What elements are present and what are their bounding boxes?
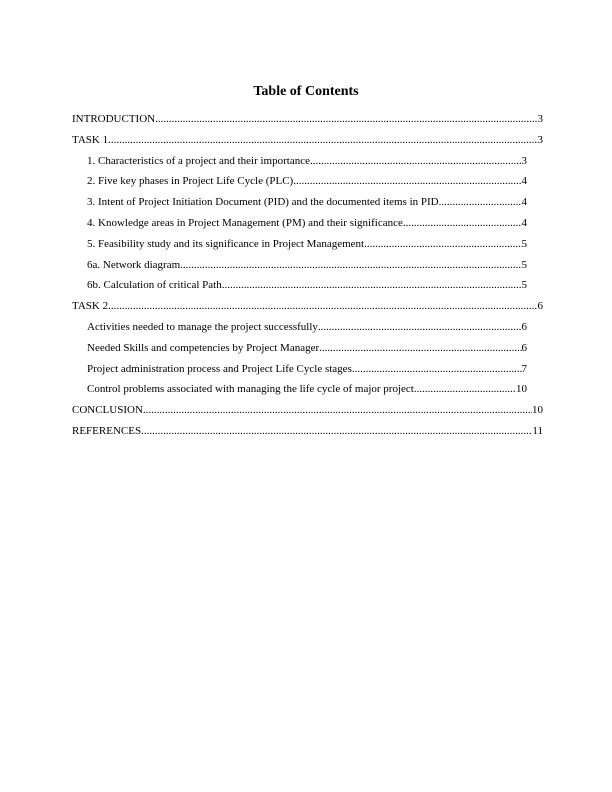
toc-entry-label: 3. Intent of Project Initiation Document (PID) and the documented items in PID [87,196,439,209]
toc-entry-label: TASK 2 [72,300,109,313]
toc-entry-label: Activities needed to manage the project successfully [87,320,318,333]
toc-entry-label: INTRODUCTION [72,113,156,125]
toc-dot-leader [141,425,532,438]
toc-entry-task-1[interactable] [72,134,542,155]
toc-entry-page: 5 [521,237,527,250]
toc-entry-page: 5 [521,258,527,271]
toc-entry-label: 4. Knowledge areas in Project Management (PM) and their significance [87,216,403,229]
toc-entry-label: TASK 1 [72,133,109,146]
toc-entry-page: 11 [532,424,543,437]
toc-entry-pid[interactable] [72,196,527,217]
toc-entry-page: 3 [537,113,543,125]
toc-entry-task-2[interactable] [72,300,542,321]
toc-dot-leader [143,404,532,417]
toc-entry-activities[interactable] [72,321,527,342]
toc-dot-leader [403,217,522,230]
toc-entry-introduction[interactable] [72,113,542,134]
toc-entry-label: REFERENCES [72,424,142,437]
toc-entry-control-problems[interactable] [72,383,527,404]
toc-dot-leader [155,113,537,126]
toc-entry-page: 6 [521,341,527,354]
toc-entry-knowledge-areas[interactable] [72,217,527,238]
toc-entry-page: 4 [521,216,527,229]
toc-dot-leader [318,321,522,334]
toc-dot-leader [414,383,516,396]
toc-entry-page: 6 [537,300,543,313]
toc-entry-characteristics[interactable] [72,155,527,176]
toc-entry-page: 7 [521,362,527,375]
toc-entry-references[interactable] [72,425,542,446]
toc-dot-leader [180,259,521,272]
toc-title: Table of Contents [253,84,359,99]
toc-entry-feasibility[interactable] [72,238,527,259]
toc-list [72,113,542,446]
toc-entry-administration[interactable] [72,363,527,384]
toc-entry-page: 4 [521,175,527,188]
toc-dot-leader [108,300,537,313]
toc-dot-leader [352,363,522,376]
toc-entry-network-diagram[interactable] [72,259,527,280]
toc-entry-label: 2. Five key phases in Project Life Cycle (PLC) [87,175,294,188]
toc-dot-leader [222,279,522,292]
toc-entry-label: CONCLUSION [72,404,143,417]
toc-entry-plc-phases[interactable] [72,175,527,196]
toc-entry-page: 10 [532,404,543,417]
toc-entry-label: Project administration process and Project Life Cycle stages [87,362,352,375]
toc-entry-page: 4 [521,196,527,209]
toc-dot-leader [293,175,521,188]
toc-entry-label: Needed Skills and competencies by Project Manager [87,341,320,354]
toc-entry-page: 3 [537,133,543,146]
toc-entry-label: 5. Feasibility study and its significance in Project Management [87,237,365,250]
toc-entry-label: 6b. Calculation of critical Path [87,279,222,292]
toc-entry-page: 6 [521,320,527,333]
toc-entry-conclusion[interactable] [72,404,542,425]
toc-dot-leader [319,342,521,355]
toc-entry-page: 10 [516,383,527,396]
toc-entry-page: 5 [521,279,527,292]
toc-entry-label: 6a. Network diagram [87,258,181,271]
toc-dot-leader [108,134,537,147]
toc-entry-label: 1. Characteristics of a project and their importance [87,154,310,167]
toc-entry-page: 3 [521,154,527,167]
toc-entry-label: Control problems associated with managing the life cycle of major project [87,383,414,396]
toc-dot-leader [439,196,522,209]
toc-entry-skills[interactable] [72,342,527,363]
toc-entry-critical-path[interactable] [72,279,527,300]
toc-dot-leader [310,155,522,168]
toc-dot-leader [364,238,521,251]
